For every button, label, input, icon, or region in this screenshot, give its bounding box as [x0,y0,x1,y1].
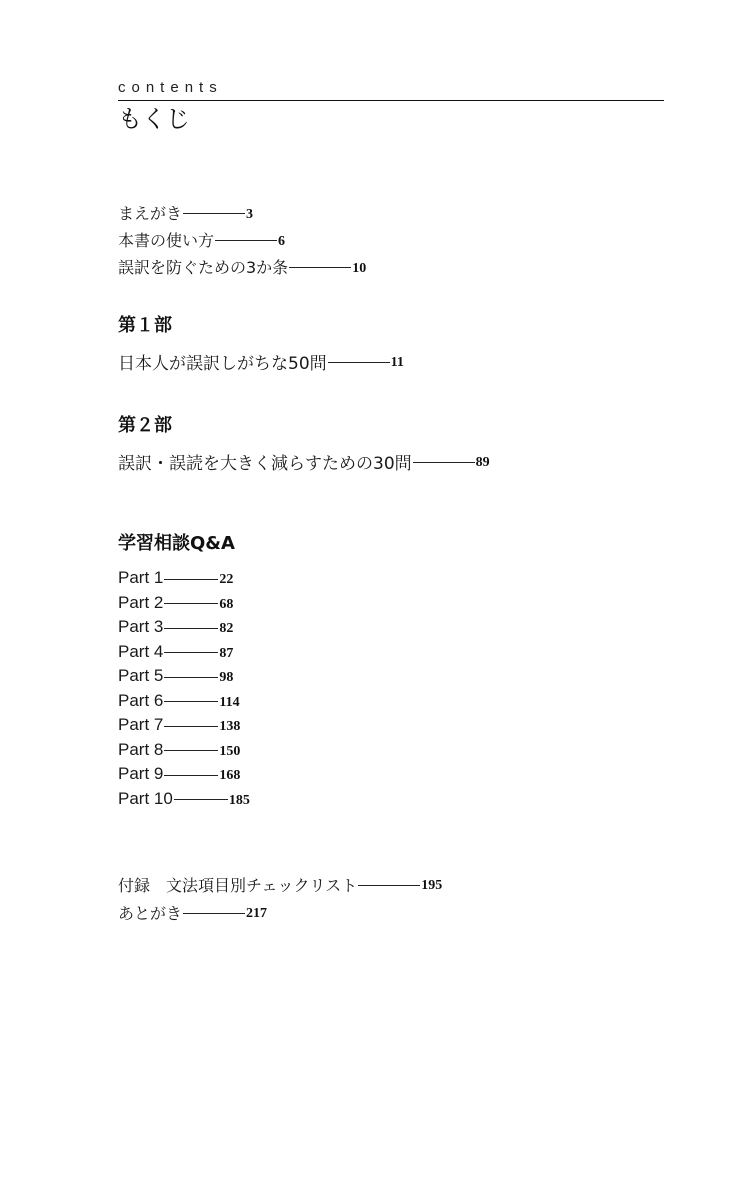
part2-section [118,414,490,474]
leader-line [215,240,277,241]
toc-entry-part2[interactable] [118,448,490,474]
entry-label: Part 3 [118,617,164,637]
toc-entry-how-to-use[interactable] [118,226,366,253]
entry-label: Part 8 [118,739,164,759]
page-number: 185 [228,792,250,808]
page-number: 82 [219,621,234,637]
toc-entry-qa-part-9[interactable] [118,762,250,787]
leader-line [164,579,218,580]
leader-line [183,913,245,914]
leader-line [164,603,218,604]
entry-label: Part 10 [118,788,173,808]
page-number: 3 [246,206,254,222]
toc-entry-qa-part-10[interactable] [118,787,250,812]
page-number: 22 [219,572,234,588]
page-number: 168 [219,768,241,784]
page-number: 10 [352,260,367,276]
leader-line [164,677,218,678]
entry-label: 本書の使い方 [118,231,215,250]
page-number: 68 [219,596,234,612]
toc-entry-qa-part-5[interactable] [118,664,250,689]
section-heading-part1: 第１部 [118,315,172,336]
leader-line [164,775,218,776]
page-number: 87 [219,645,234,661]
leader-line [183,213,245,214]
toc-entry-qa-part-3[interactable] [118,615,250,640]
qa-section [118,532,250,811]
entry-label: あとがき [118,903,183,923]
section-heading-part2: 第２部 [118,415,172,436]
toc-entry-afterword[interactable] [118,898,442,926]
toc-entry-preface[interactable] [118,199,366,226]
part1-section [118,314,404,374]
toc-entry-qa-part-2[interactable] [118,591,250,616]
toc-entry-part1[interactable] [118,348,404,374]
entry-label: Part 9 [118,764,164,784]
contents-eyebrow: contents [118,79,223,96]
leader-line [164,701,218,702]
page-number: 89 [475,455,490,470]
intro-section [118,199,366,280]
toc-entry-qa-part-8[interactable] [118,738,250,763]
page-number: 98 [219,670,234,686]
entry-label: 日本人が誤訳しがちな50問 [118,353,327,374]
entry-label: 誤訳を防ぐための3か条 [118,258,289,277]
qa-list [118,566,250,811]
leader-line [164,726,218,727]
toc-entry-qa-part-7[interactable] [118,713,250,738]
entry-label: 誤訳・誤読を大きく減らすための30問 [118,453,412,474]
page-title: もくじ [118,105,190,133]
leader-line [328,362,390,363]
leader-line [164,750,218,751]
leader-line [164,628,218,629]
entry-label: Part 7 [118,715,164,735]
leader-line [164,652,218,653]
appendix-section [118,870,442,926]
page-number: 138 [219,719,241,735]
entry-label: Part 6 [118,690,164,710]
toc-entry-qa-part-1[interactable] [118,566,250,591]
section-heading-qa: 学習相談Q&A [118,533,235,554]
entry-label: Part 4 [118,641,164,661]
leader-line [289,267,351,268]
toc-entry-qa-part-4[interactable] [118,640,250,665]
entry-label: まえがき [118,204,183,223]
page-number: 6 [278,233,286,249]
page-number: 217 [246,906,268,921]
page-number: 195 [421,878,443,893]
toc-header [118,78,664,134]
page-number: 11 [390,355,404,370]
leader-line [413,462,475,463]
page-number: 150 [219,743,241,759]
leader-line [174,799,228,800]
toc-entry-appendix[interactable] [118,870,442,898]
header-rule [118,100,664,101]
entry-label: 付録 文法項目別チェックリスト [118,875,358,895]
page-number: 114 [219,694,240,710]
toc-entry-three-rules[interactable] [118,253,366,280]
entry-label: Part 5 [118,666,164,686]
leader-line [358,885,420,886]
entry-label: Part 1 [118,568,164,588]
toc-entry-qa-part-6[interactable] [118,689,250,714]
entry-label: Part 2 [118,592,164,612]
